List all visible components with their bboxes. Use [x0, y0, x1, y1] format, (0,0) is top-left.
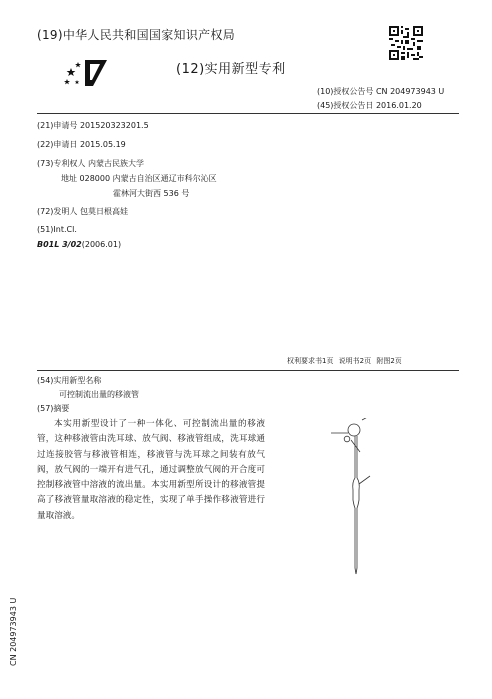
publication-date: (45)授权公告日 2016.01.20	[317, 101, 422, 110]
emblem-icon	[63, 58, 109, 88]
divider-middle	[37, 370, 459, 371]
address-line-1: 地址 028000 内蒙古自治区通辽市科尔沁区	[61, 174, 217, 183]
page-counts: 权利要求书1页 说明书2页 附图2页	[287, 357, 402, 365]
document-type: (12)实用新型专利	[176, 62, 286, 77]
divider-top	[37, 113, 459, 114]
qr-code-icon	[389, 26, 423, 60]
abstract-text: 本实用新型设计了一种一体化、可控制流出量的移液管，这种移液管由洗耳球、放气阀、移液管组成，洗耳球通过连接胶管与移液管相连，移液管与洗耳球之间装有放气阀，放气阀的一端开有进气孔，通过调整放气阀的开合度可控制移液管中溶液的流出量。本实用新型所设计的移液管提高了移液管量取溶液的稳定性，实现了单手操作移液管进行量取溶液。	[37, 419, 265, 521]
int-cl-label: (51)Int.Cl.	[37, 225, 77, 234]
utility-model-title-label: (54)实用新型名称	[37, 376, 102, 385]
application-date: (22)申请日 2015.05.19	[37, 140, 126, 149]
side-publication-code	[9, 596, 23, 666]
application-number: (21)申请号 201520323201.5	[37, 121, 149, 130]
int-cl-code: B01L 3/02	[37, 240, 82, 249]
patentee: (73)专利权人 内蒙古民族大学	[37, 159, 144, 168]
int-cl-year: (2006.01)	[81, 240, 122, 249]
utility-model-title: 可控制流出量的移液管	[59, 390, 139, 399]
publication-number: (10)授权公告号 CN 204973943 U	[317, 87, 445, 96]
inventor: (72)发明人 包莫日根高娃	[37, 207, 128, 216]
office-name: (19)中华人民共和国国家知识产权局	[37, 28, 236, 42]
address-line-2: 霍林河大街西 536 号	[113, 189, 190, 198]
abstract-label: (57)摘要	[37, 404, 70, 413]
side-code-text: CN 204973943 U	[9, 597, 18, 666]
pipette-figure	[318, 418, 378, 578]
int-cl-entry	[37, 240, 121, 249]
